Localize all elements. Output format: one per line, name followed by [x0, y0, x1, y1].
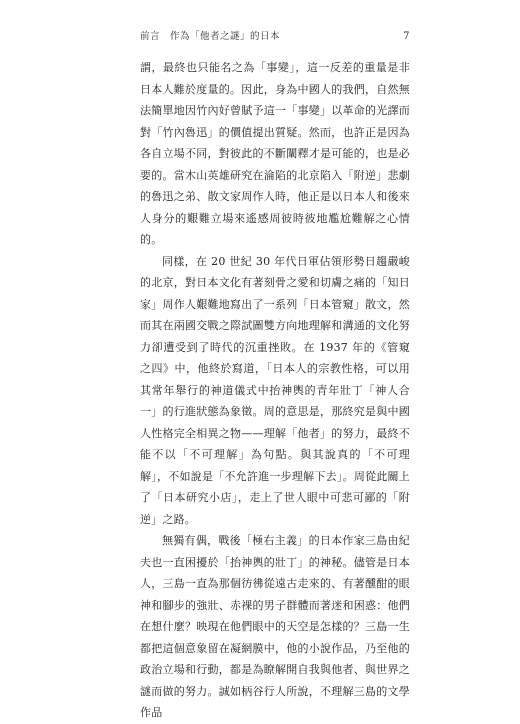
paragraph: 謂，最終也只能名之為「事變」，這一反差的重量是非日本人難於度量的。因此，身為中國人的我們，自然無法簡單地因竹內好曾賦予這一「事變」以革命的光譯而對「竹內魯迅」的價值提出質疑。然而，也許正是因為各自立場不同，對彼此的不斷闡釋才是可能的，也是必要的。當木山英雄研究在淪陷的北京陷入「附逆」悲劇的魯迅之弟、散文家周作人時，他正是以日本人和後來人身分的艱難立場來遙感周彼時彼地尷尬難解之心情的。	[140, 61, 410, 246]
section-label: 前言	[140, 31, 161, 42]
paragraph: 無獨有偶，戰後「極右主義」的日本作家三島由紀夫也一直困擾於「抬神輿的壯丁」的神秘。儘管是日本人，三島一直為那個彷彿從遠古走來的、有著醺酣的眼神和腳步的強壯、赤裸的男子群體而著迷和困惑：他們在想什麼？映現在他們眼中的天空是怎樣的？三島一生都把這個意象留在凝網膜中，他的小說作品，乃至他的政治立場和行動，都是為瞭解開自我與他者、與世界之謎而做的努力。誠如柄谷行人所說，不理解三島的文學作品	[140, 534, 410, 719]
paragraph: 同樣，在 20 世紀 30 年代日軍佔領形勢日趨嚴峻的北京，對日本文化有著刻骨之愛和切膚之痛的「知日家」周作人艱難地寫出了一系列「日本管窺」散文，然而其在兩國交戰之際試圖雙方向地理解和溝通的文化努力卻遭受到了時代的沉重挫敗。在 1937 年的《管窺之四》中，他終於寫道，「日本人的宗教性格，可以用其常年舉行的神道儀式中抬神輿的青年壯丁「神人合一」的行進狀態為象徵。周的意思是，那終究是與中國人性格完全相異之物——理解「他者」的努力，最終不能不以「不可理解」為句點。與其說真的「不可理解」，不如說是「不允許進一步理解下去」。周從此關上了「日本研究小店」，走上了世人眼中可悲可鄙的「附逆」之路。	[140, 254, 410, 526]
body-text	[140, 57, 410, 724]
page-number: 7	[403, 31, 410, 42]
running-title: 作為「他者之謎」的日本	[170, 31, 281, 42]
running-header	[140, 29, 410, 45]
